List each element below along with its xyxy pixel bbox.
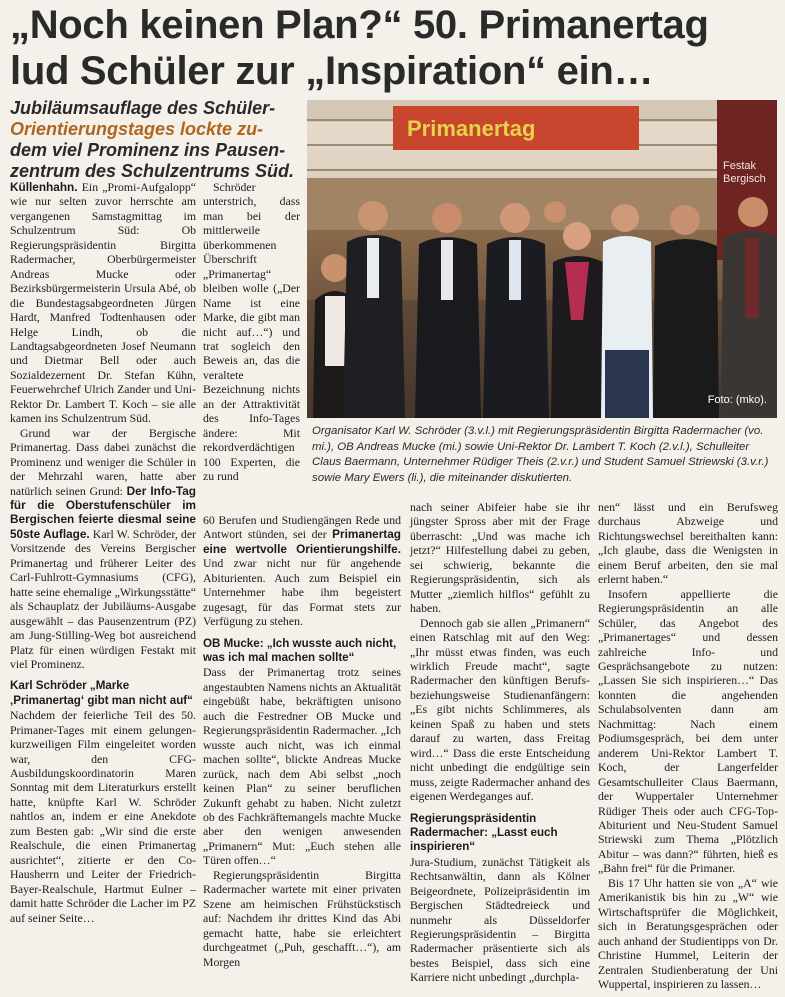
photo-credit: Foto: (mko).: [707, 394, 767, 406]
headline: [10, 2, 780, 94]
article-paragraph: [203, 513, 401, 629]
group-photo-illustration: [307, 100, 777, 418]
photo-sign-text: Festak Bergisch: [723, 160, 766, 185]
headline-line-2: lud Schüler zur „Inspiration“ ein…: [10, 49, 654, 93]
article-paragraph: Insofern appellierte die Regierungspräsidentin an alle Schüler, das Angebot des „Primanertages“ und dessen zahlreiche Info- und Gesprächsangebote zu nutzen: „Lassen Sie sich inspirieren…“ Das konnten die angehenden Schulabsolventen dann am Nachmittag: Nach einem Podiumsgespräch, bei dem unter anderem Uni-Rektor Lambert T. Koch, der Langerfelder Gesamtschulleiter Claus Baermann, der Wuppertaler Unternehmer Rüdiger Theis oder auch CFG-Top-Abiturient und Neu-Student Samuel Striewski zum Thema „Plötzlich Abitur – was dann?“ führten, hieß es „Bahn frei“ für die Primaner.: [598, 586, 778, 876]
photo-banner-text: Primanertag: [407, 116, 536, 141]
article-paragraph: [10, 426, 196, 672]
article-paragraph: Dennoch gab sie allen „Primanern“ einen Ratschlag mit auf den Weg: „Ihr müsst etwas finden, was euch wirklich Freude macht“, sagte Radermacher den künftigen Berufs- beziehungsweise Studienanfängern: „Es gibt nichts Schlimmeres, als keinen Spaß zu haben und stets darauf zu warten, dass Freitag wird…“ Dass die erste Entscheidung nicht unbedingt die endgültige sein muss, zeigte Radermacher anhand des eigenen Werdeganges auf.: [410, 615, 590, 804]
article-paragraph: nach seiner Abifeier habe sie ihr jüngster Spross aber mit der Frage überrascht: „Und was mache ich jetzt?“ Hilfestellung dabei zu geben, sei schwierig, bekannte die Regierungspräsidentin, sich als Mutter „ziemlich hilflos“ gefühlt zu haben.: [410, 500, 590, 616]
article-column-2: [203, 180, 300, 484]
article-paragraph: Schröder unterstrich, dass man bei der mittlerweile überkommenen Überschrift „Primanertag“ bleiben wolle („Der Name ist eine Marke, die gibt man nicht auf…“) und trat sogleich den Beweis an, das die veraltete Bezeichnung nichts an der Attraktivität des Info-Tages ändere: Mit rekordverdächtigen 100 Experten, die zu rund: [203, 180, 300, 484]
article-column-3: [410, 500, 590, 985]
subheadline: [10, 98, 302, 182]
article-paragraph: nen“ lässt und ein Berufsweg durchaus Abzweige und Richtungswechsel bereithalten kann: „Ich glaube, dass die Wenigsten in einem Beruf arbeiten, den sie mal erlernt haben.“: [598, 500, 778, 587]
article-column-2-continued: [203, 513, 401, 969]
section-heading: Regierungspräsidentin Radermacher: „Lasst euch inspirieren“: [410, 811, 558, 854]
subheadline-part-1: Jubiläumsauflage des Schüler-: [10, 98, 276, 118]
highlighted-text: Primanertag eine wertvolle Orientierungshilfe.: [203, 527, 401, 556]
subheadline-part-2: Orientierungstages lockte zu-: [10, 119, 264, 139]
headline-line-1: „Noch keinen Plan?“ 50. Primanertag: [10, 3, 709, 47]
article-column-4: [598, 500, 778, 991]
subheadline-part-4: zentrum des Schulzentrums Süd.: [10, 161, 295, 181]
article-paragraph: Bis 17 Uhr hatten sie von „A“ wie Amerikanistik bis hin zu „W“ wie Wirtschaftsprüfer die Möglichkeit, sich in Beratungsgesprächen oder auch anhand der Studientipps von Dr. Christine Hummel, Leiterin der Zentralen Studienberatung der Uni Wuppertal, inspirieren zu lassen…: [598, 875, 778, 991]
photo-caption: Organisator Karl W. Schröder (3.v.l.) mit Regierungspräsidentin Birgitta Radermacher (vo. mi.), OB Andreas Mucke (mi.) sowie Uni-Rektor Dr. Lambert T. Koch (2.v.l.), Schulleiter Claus Baermann, Unternehmer Rüdiger Theis (2.v.r.) und Student Samuel Striewski (3.v.r.) sowie Mary Ewers (li.), die miteinander diskutierten.: [312, 425, 769, 484]
article-paragraph: Regierungspräsidentin Birgitta Radermacher wartete mit einer privaten Szene am heimischen Frühstückstisch auf: Nachdem ihr drittes Kind das Abi gemacht hatte, habe sie erleichtert durchgeatmet („Puh, geschafft…“), am Morgen: [203, 867, 401, 969]
paragraph-text: Ein „Promi-Aufgalopp“ wie nur selten zuvor herrschte am vergangenen Samstagmittag im Schulzentrum Süd: Ob Regierungspräsidentin Birgitta Radermacher, Oberbürgermeister Andreas Mucke oder Bezirksbürgermeisterin Ursula Abé, ob die Bundestagsabgeordneten Jürgen Hardt, Manfred Todtenhausen oder Helge Lindh, ob die Landtagsabgeordneten Josef Neumann und Dietmar Bell oder auch Sozialdezernent Dr. Stefan Kühn, Feuerwehrchef Ulrich Zander und Uni-Rektor Dr. Lambert T. Koch – sie alle kamen ins Schulzentrum Süd.: [10, 180, 196, 426]
group-photo: [307, 100, 777, 418]
article-paragraph: Dass der Primanertag trotz seines angestaubten Namens nichts an Aktualität eingebüßt habe, bekräftigten unisono auch die Festredner OB Mucke und Regierungspräsidentin Radermacher. „Ich wusste auch nicht, was ich einmal machen sollte“, blickte Andreas Mucke zurück, nach dem Abi selbst „noch keinen Plan“ zu seiner beruflichen Zukunft gehabt zu haben. Nicht zuletzt ob des Fachkräftemangels machte Mucke aber den wenigen anwesenden „Primanern“ Mut: „Euch stehen alle Türen offen…“: [203, 665, 401, 868]
article-column-1: [10, 180, 196, 925]
paragraph-text: Grund war der Bergische Primanertag. Dass dabei zunächst die Prominenz und weniger die Schüler in der Mehrzahl waren, hatte aber natürlich seinen Grund:: [10, 425, 196, 498]
article-paragraph: Nachdem der feierliche Teil des 50. Primaner-Tages mit einem gelungen-kurzweiligen Film eingeleitet worden war, den CFG-Ausbildungskoordinatorin Maren Sonntag mit dem Literaturkurs erstellt hatte, knüpfte Karl W. Schröder nahtlos an, indem er eine Anekdote zum Besten gab: „Wir sind die erste Realschule, die einen Primanertag ausrichtet“, zitierte er den Co-Hausherrn und Leiter der Friedrich-Bayer-Realschule, Hartmut Eulner – damit hatte Schröder die Lacher im PZ auf seiner Seite…: [10, 708, 196, 925]
highlighted-text: Der Info-Tag für die Oberstufenschüler im Bergischen feierte diesmal seine 50ste Auflage.: [10, 483, 196, 541]
section-heading: OB Mucke: „Ich wusste auch nicht, was ich mal machen sollte“: [203, 636, 397, 665]
article-paragraph: Jura-Studium, zunächst Tätigkeit als Rechtsanwältin, dann als Kölner Beigeordnete, Polizeipräsidentin im Bergischen Städtedreieck und nunmehr als Düsseldorfer Regierungspräsidentin – Birgitta Radermacher präsentierte sich als bestes Beispiel, dass sich eine Karriere nicht unbedingt „durchpla-: [410, 854, 590, 985]
paragraph-text: Karl W. Schröder, der Vorsitzende des Vereins Bergischer Primanertag und früherer Leiter des Carl-Fuhlrott-Gymnasiums (CFG), hatte seine ehemalige „Wirkungsstätte“ als Schauplatz der Jubiläums-Ausgabe ausgewählt – das Pausenzentrum (PZ) am Jung-Stilling-Weg bot ausreichend Platz für einen würdigen Festakt mit viel Prominenz.: [10, 526, 196, 671]
paragraph-text: 60 Berufen und Studiengängen Rede und Antwort stünden, sei der: [203, 513, 401, 542]
subheadline-part-3: dem viel Prominenz ins Pausen-: [10, 140, 286, 160]
paragraph-text: Und zwar nicht nur für angehende Abiturienten. Auch zum Beispiel ein Unternehmer habe ihm begeistert zugesagt, für das Format stets zur Verfügung zu stehen.: [203, 556, 401, 629]
dateline: Küllenhahn.: [10, 180, 78, 194]
article-paragraph: [10, 180, 196, 426]
section-heading: Karl Schröder „Marke ‚Primanertag‘ gibt man nicht auf“: [10, 679, 193, 707]
